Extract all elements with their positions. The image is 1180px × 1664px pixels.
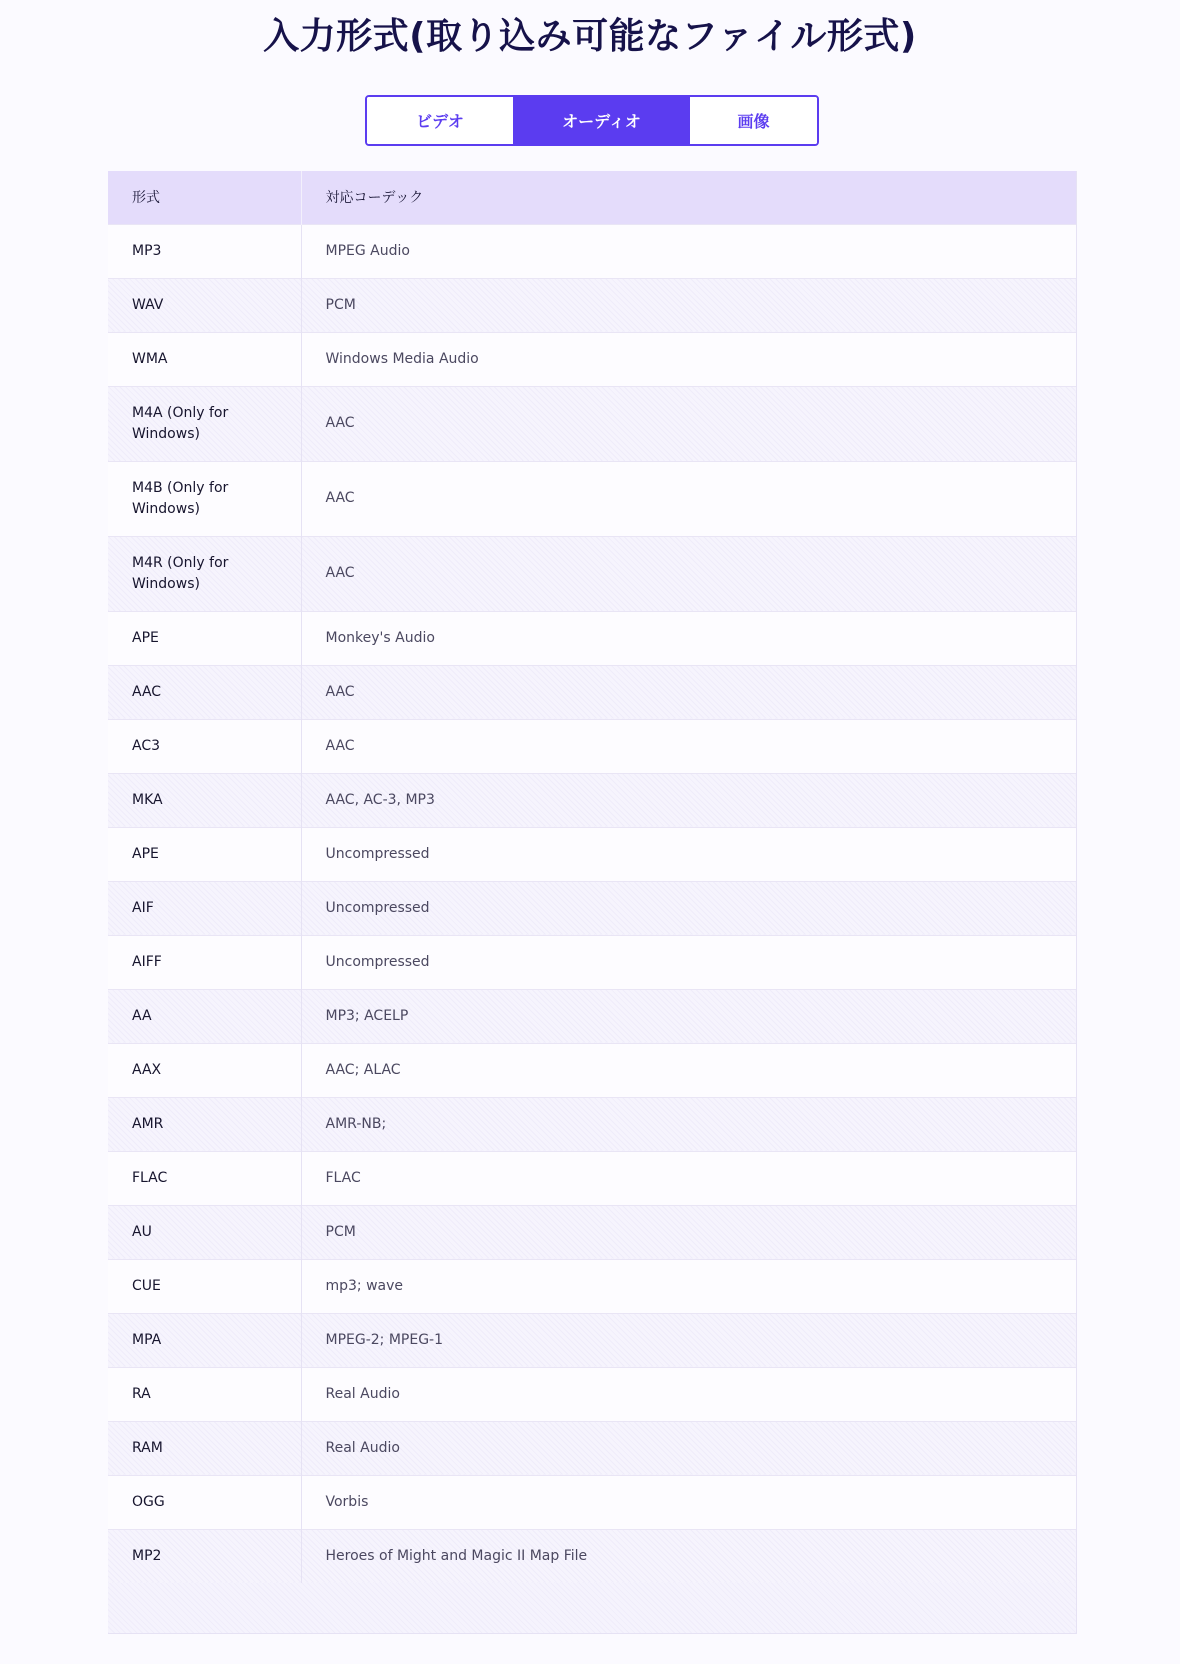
tab-image[interactable]: 画像 <box>690 97 817 144</box>
table-row <box>108 1259 1076 1313</box>
table-row <box>108 1151 1076 1205</box>
table-row <box>108 536 1076 611</box>
table-row <box>108 332 1076 386</box>
codec-cell: Windows Media Audio <box>301 332 1076 386</box>
codec-cell: Uncompressed <box>301 881 1076 935</box>
table-row <box>108 1421 1076 1475</box>
table-row <box>108 719 1076 773</box>
header-format: 形式 <box>108 171 301 224</box>
format-cell: FLAC <box>108 1151 301 1205</box>
codec-cell: PCM <box>301 278 1076 332</box>
codec-cell: MPEG Audio <box>301 224 1076 278</box>
codec-cell: Real Audio <box>301 1367 1076 1421</box>
header-codec: 対応コーデック <box>301 171 1076 224</box>
table-row <box>108 1205 1076 1259</box>
codec-cell: Heroes of Might and Magic II Map File <box>301 1529 1076 1583</box>
format-cell: M4R (Only for Windows) <box>108 536 301 611</box>
format-cell: WMA <box>108 332 301 386</box>
codec-cell: AAC <box>301 665 1076 719</box>
format-tabs <box>365 95 819 146</box>
codec-cell: mp3; wave <box>301 1259 1076 1313</box>
table-body <box>108 224 1076 1583</box>
format-cell: MKA <box>108 773 301 827</box>
codec-cell: AAC; ALAC <box>301 1043 1076 1097</box>
format-cell: OGG <box>108 1475 301 1529</box>
format-cell: WAV <box>108 278 301 332</box>
table-row <box>108 1475 1076 1529</box>
format-cell: AIFF <box>108 935 301 989</box>
codec-cell: MPEG-2; MPEG-1 <box>301 1313 1076 1367</box>
table-row <box>108 1313 1076 1367</box>
codec-cell: Uncompressed <box>301 935 1076 989</box>
table-row <box>108 773 1076 827</box>
format-table-container <box>108 171 1077 1634</box>
table-row <box>108 881 1076 935</box>
format-cell: AMR <box>108 1097 301 1151</box>
format-cell: RA <box>108 1367 301 1421</box>
format-cell: AC3 <box>108 719 301 773</box>
table-row <box>108 1367 1076 1421</box>
table-row <box>108 665 1076 719</box>
table-row <box>108 1097 1076 1151</box>
codec-cell: AAC <box>301 386 1076 461</box>
tab-video[interactable]: ビデオ <box>367 97 513 144</box>
codec-cell: Vorbis <box>301 1475 1076 1529</box>
format-cell: RAM <box>108 1421 301 1475</box>
table-header-row <box>108 171 1076 224</box>
codec-cell: AMR-NB; <box>301 1097 1076 1151</box>
format-cell: M4B (Only for Windows) <box>108 461 301 536</box>
page-title: 入力形式(取り込み可能なファイル形式) <box>263 16 917 57</box>
format-cell: AIF <box>108 881 301 935</box>
format-table <box>108 171 1076 1583</box>
tab-audio[interactable]: オーディオ <box>513 97 690 144</box>
codec-cell: PCM <box>301 1205 1076 1259</box>
format-cell: AU <box>108 1205 301 1259</box>
table-row <box>108 386 1076 461</box>
codec-cell: AAC, AC-3, MP3 <box>301 773 1076 827</box>
codec-cell: FLAC <box>301 1151 1076 1205</box>
table-row <box>108 1043 1076 1097</box>
format-cell: MP3 <box>108 224 301 278</box>
table-row <box>108 1529 1076 1583</box>
table-row <box>108 935 1076 989</box>
codec-cell: Real Audio <box>301 1421 1076 1475</box>
format-cell: M4A (Only for Windows) <box>108 386 301 461</box>
table-row <box>108 611 1076 665</box>
codec-cell: AAC <box>301 719 1076 773</box>
format-cell: MPA <box>108 1313 301 1367</box>
format-cell: AA <box>108 989 301 1043</box>
table-row <box>108 461 1076 536</box>
format-cell: CUE <box>108 1259 301 1313</box>
codec-cell: AAC <box>301 461 1076 536</box>
format-cell: APE <box>108 827 301 881</box>
codec-cell: Uncompressed <box>301 827 1076 881</box>
codec-cell: MP3; ACELP <box>301 989 1076 1043</box>
table-row <box>108 224 1076 278</box>
format-cell: APE <box>108 611 301 665</box>
table-row <box>108 827 1076 881</box>
codec-cell: Monkey's Audio <box>301 611 1076 665</box>
codec-cell: AAC <box>301 536 1076 611</box>
format-cell: AAC <box>108 665 301 719</box>
format-cell: MP2 <box>108 1529 301 1583</box>
table-row <box>108 278 1076 332</box>
table-row <box>108 989 1076 1043</box>
format-cell: AAX <box>108 1043 301 1097</box>
